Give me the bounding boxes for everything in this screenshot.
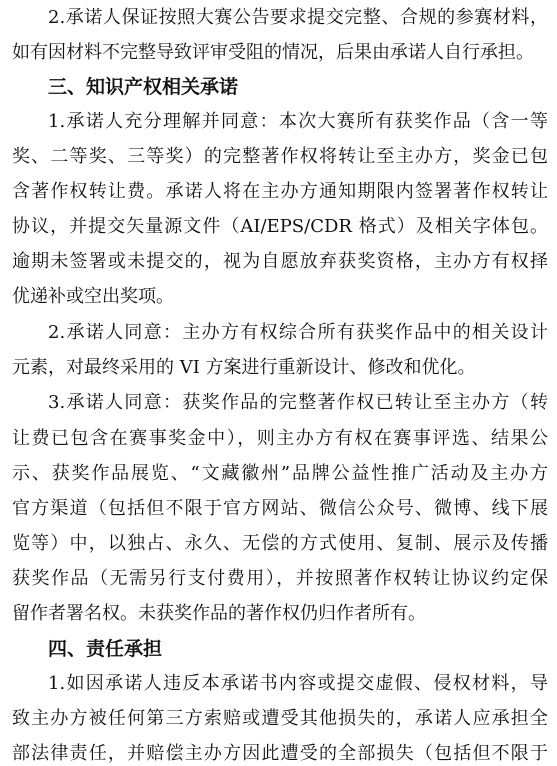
paragraph-line: 获奖作品（无需另行支付费用），并按照著作权转让协议约定保 (12, 568, 548, 589)
paragraph-line: 致主办方被任何第三方索赔或遭受其他损失的，承诺人应承担全 (12, 708, 548, 729)
section-heading-liability: 四、责任承担 (48, 638, 163, 660)
paragraph-line: 如有因材料不完整导致评审受阻的情况，后果由承诺人自行承担。 (12, 42, 534, 63)
paragraph-line: 2.承诺人保证按照大赛公告要求提交完整、合规的参赛材料， (48, 7, 548, 28)
paragraph-line: 示、获奖作品展览、“文藏徽州”品牌公益性推广活动及主办方 (12, 463, 548, 484)
paragraph-line: 部法律责任，并赔偿主办方因此遭受的全部损失（包括但不限于 (12, 743, 548, 764)
paragraph-line: 留作者署名权。未获奖作品的著作权仍归作者所有。 (12, 603, 426, 624)
paragraph-line: 逾期未签署或未提交的，视为自愿放弃获奖资格，主办方有权择 (12, 251, 548, 272)
paragraph-line: 览等）中，以独占、永久、无偿的方式使用、复制、展示及传播 (12, 533, 548, 554)
paragraph-line: 3.承诺人同意：获奖作品的完整著作权已转让至主办方（转 (48, 392, 548, 413)
paragraph-line: 让费已包含在赛事奖金中），则主办方有权在赛事评选、结果公 (12, 428, 548, 449)
paragraph-line: 官方渠道（包括但不限于官方网站、微信公众号、微博、线下展 (12, 498, 548, 519)
paragraph-line: 元素，对最终采用的 VI 方案进行重新设计、修改和优化。 (12, 357, 476, 378)
paragraph-line: 1.如因承诺人违反本承诺书内容或提交虚假、侵权材料，导 (48, 673, 548, 694)
paragraph-line: 优递补或空出奖项。 (12, 286, 174, 307)
paragraph-line: 2.承诺人同意：主办方有权综合所有获奖作品中的相关设计 (48, 322, 548, 343)
paragraph-line: 奖、二等奖、三等奖）的完整著作权将转让至主办方，奖金已包 (12, 146, 548, 167)
paragraph-line: 1.承诺人充分理解并同意：本次大赛所有获奖作品（含一等 (48, 111, 548, 132)
section-heading-ip: 三、知识产权相关承诺 (48, 76, 239, 98)
paragraph-line: 含著作权转让费。承诺人将在主办方通知期限内签署著作权转让 (12, 181, 548, 202)
paragraph-line: 协议，并提交矢量源文件（AI/EPS/CDR 格式）及相关字体包。 (12, 216, 548, 237)
